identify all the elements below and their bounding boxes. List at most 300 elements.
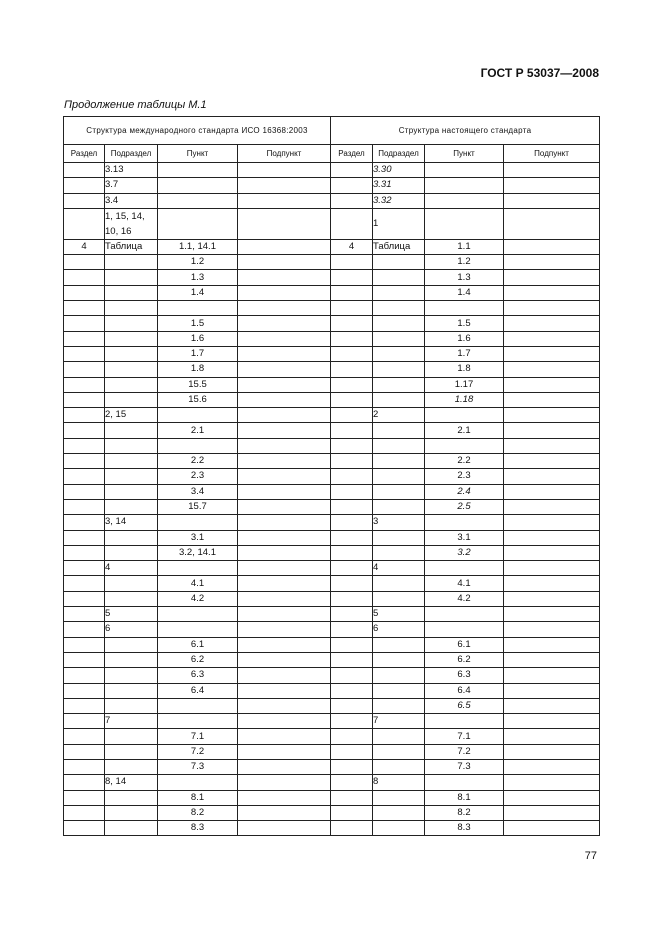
cell-subclause [504,698,600,713]
cell-clause: 2.2 [425,454,504,469]
cell-subsection: 2, 15 [105,408,158,423]
cell-section [64,285,105,300]
cell-subclause [504,607,600,622]
cell-subclause [504,714,600,729]
cell-subsection: 7 [373,714,425,729]
cell-subclause [238,561,331,576]
cell-clause [158,775,238,790]
cell-subclause [238,652,331,667]
cell-subclause [238,408,331,423]
cell-subsection [105,392,158,407]
cell-section [331,668,373,683]
cell-section [331,744,373,759]
cell-subclause [504,561,600,576]
table-row [64,438,600,453]
cell-subsection [105,821,158,836]
table-row [64,316,600,331]
cell-section [331,423,373,438]
cell-section [64,316,105,331]
cell-section [331,208,373,239]
cell-section [331,392,373,407]
cell-section [331,346,373,361]
cell-subsection [373,469,425,484]
cell-subclause [238,392,331,407]
cell-section [64,637,105,652]
cell-subsection: 2 [373,408,425,423]
cell-clause [425,775,504,790]
cell-subclause [504,331,600,346]
cell-subclause [238,331,331,346]
cell-section [331,591,373,606]
cell-subsection [105,668,158,683]
cell-clause: 6.4 [425,683,504,698]
cell-clause [158,561,238,576]
table-row [64,346,600,361]
cell-subsection [105,346,158,361]
cell-subsection [373,377,425,392]
table-row [64,683,600,698]
cell-subclause [238,377,331,392]
cell-subclause [504,469,600,484]
cell-section [331,469,373,484]
table-row [64,561,600,576]
cell-section [64,652,105,667]
cell-subsection [105,331,158,346]
cell-subsection: 3.32 [373,193,425,208]
group-header-national: Структура настоящего стандарта [331,117,600,145]
cell-subsection: Таблица [105,239,158,254]
cell-clause: 2.1 [425,423,504,438]
cell-subsection: 3.30 [373,163,425,178]
cell-clause: 1.18 [425,392,504,407]
cell-section [331,561,373,576]
cell-subsection [105,683,158,698]
cell-subclause [238,270,331,285]
cell-section [64,454,105,469]
cell-subclause [238,208,331,239]
cell-section [331,499,373,514]
cell-subsection [105,591,158,606]
table-row [64,668,600,683]
cell-subsection: 7 [105,714,158,729]
cell-subsection: 3.13 [105,163,158,178]
cell-subclause [504,193,600,208]
cell-subclause [504,163,600,178]
cell-subsection [105,790,158,805]
table-row [64,622,600,637]
table-row [64,805,600,820]
cell-subsection [105,637,158,652]
cell-subclause [238,346,331,361]
cell-clause [425,714,504,729]
cell-section [64,622,105,637]
cell-section [64,331,105,346]
cell-clause [158,515,238,530]
cell-subsection [373,499,425,514]
table-row [64,301,600,316]
cell-subsection [105,698,158,713]
cell-subsection [373,637,425,652]
cell-subsection [373,698,425,713]
cell-subsection [105,362,158,377]
cell-subsection [105,301,158,316]
cell-subclause [238,775,331,790]
cell-section [64,545,105,560]
cell-subsection: 5 [105,607,158,622]
cell-clause: 6.3 [158,668,238,683]
cell-subsection [373,316,425,331]
cell-subclause [504,484,600,499]
table-body [64,163,600,836]
cell-section [64,193,105,208]
cell-subclause [504,515,600,530]
cell-section [64,301,105,316]
cell-section [331,270,373,285]
cell-subsection [373,454,425,469]
cell-subsection [373,438,425,453]
cell-section [64,346,105,361]
cell-subsection [105,377,158,392]
cell-subsection [373,285,425,300]
cell-subclause [504,362,600,377]
cell-subclause [504,576,600,591]
cell-clause: 15.5 [158,377,238,392]
cell-clause: 6.4 [158,683,238,698]
cell-clause: 6.1 [425,637,504,652]
cell-clause [425,178,504,193]
cell-subclause [238,790,331,805]
cell-subsection [373,530,425,545]
cell-clause: 1.1 [425,239,504,254]
cell-subclause [504,821,600,836]
cell-clause: 6.3 [425,668,504,683]
cell-subsection [105,499,158,514]
cell-section [331,652,373,667]
cell-section [64,270,105,285]
cell-subsection [373,759,425,774]
table-row [64,239,600,254]
cell-section [331,285,373,300]
cell-subclause [238,454,331,469]
cell-section [331,714,373,729]
cell-subclause [238,499,331,514]
cell-subclause [238,607,331,622]
cell-subclause [504,255,600,270]
cell-section [64,408,105,423]
cell-subsection [373,270,425,285]
cell-subsection [105,744,158,759]
cell-section [64,178,105,193]
cell-subsection [105,530,158,545]
correspondence-table [63,116,600,836]
cell-subsection: 3.4 [105,193,158,208]
cell-clause: 1.8 [425,362,504,377]
table-row [64,392,600,407]
cell-section [331,759,373,774]
cell-clause: 7.2 [425,744,504,759]
cell-clause: 3.2 [425,545,504,560]
cell-subclause [238,668,331,683]
cell-section [64,484,105,499]
cell-clause [158,607,238,622]
cell-clause: 7.1 [158,729,238,744]
table-row [64,591,600,606]
table-row [64,530,600,545]
cell-clause: 8.3 [425,821,504,836]
cell-subsection [373,423,425,438]
cell-subclause [238,622,331,637]
cell-subclause [504,285,600,300]
cell-subsection [373,362,425,377]
cell-clause: 8.3 [158,821,238,836]
table-row [64,454,600,469]
cell-section [64,683,105,698]
cell-section [64,744,105,759]
cell-clause: 8.1 [158,790,238,805]
cell-subsection [373,392,425,407]
table-row [64,408,600,423]
cell-subsection [373,821,425,836]
table-row [64,285,600,300]
cell-subclause [504,622,600,637]
table-row [64,515,600,530]
cell-subsection [105,438,158,453]
cell-subclause [238,530,331,545]
cell-subclause [504,392,600,407]
cell-subsection [373,790,425,805]
table-row [64,729,600,744]
cell-subsection: Таблица [373,239,425,254]
cell-clause: 3.2, 14.1 [158,545,238,560]
cell-section [64,729,105,744]
cell-section [64,163,105,178]
cell-clause: 2.3 [158,469,238,484]
cell-subclause [504,759,600,774]
cell-subsection [373,805,425,820]
table-row [64,652,600,667]
cell-section [64,469,105,484]
table-row [64,193,600,208]
cell-subclause [238,759,331,774]
cell-clause: 8.2 [158,805,238,820]
cell-clause [158,301,238,316]
table-row [64,377,600,392]
cell-subsection: 6 [373,622,425,637]
cell-clause [425,193,504,208]
cell-subsection: 3.31 [373,178,425,193]
cell-clause: 1.6 [425,331,504,346]
cell-section [64,698,105,713]
cell-subclause [504,744,600,759]
cell-clause: 8.2 [425,805,504,820]
cell-subclause [504,377,600,392]
table-row [64,270,600,285]
table-row [64,545,600,560]
cell-subclause [238,683,331,698]
col-header-subclause: Подпункт [504,145,600,163]
cell-section [64,438,105,453]
cell-subsection: 4 [105,561,158,576]
cell-clause: 4.2 [425,591,504,606]
cell-clause: 6.5 [425,698,504,713]
cell-subclause [238,438,331,453]
cell-subsection [105,423,158,438]
cell-subsection: 8 [373,775,425,790]
table-row [64,576,600,591]
cell-subclause [238,821,331,836]
cell-subsection [373,591,425,606]
cell-subclause [504,499,600,514]
cell-section [331,377,373,392]
cell-section [64,499,105,514]
cell-section [331,316,373,331]
cell-clause: 3.1 [425,530,504,545]
cell-section [64,821,105,836]
cell-clause: 7.3 [425,759,504,774]
cell-subsection [105,454,158,469]
cell-clause [158,193,238,208]
cell-clause [425,561,504,576]
cell-clause: 1.17 [425,377,504,392]
cell-subclause [238,637,331,652]
cell-subclause [504,239,600,254]
cell-clause: 2.3 [425,469,504,484]
table-row [64,163,600,178]
cell-subsection [373,545,425,560]
cell-clause: 15.7 [158,499,238,514]
cell-subsection: 6 [105,622,158,637]
cell-clause: 1.4 [158,285,238,300]
cell-subsection [373,301,425,316]
cell-section [331,530,373,545]
cell-clause [158,163,238,178]
cell-clause: 15.6 [158,392,238,407]
cell-subclause [238,576,331,591]
cell-section [331,576,373,591]
cell-subclause [238,193,331,208]
cell-subclause [238,515,331,530]
cell-subsection: 8, 14 [105,775,158,790]
cell-clause [425,208,504,239]
cell-clause [158,622,238,637]
cell-subclause [238,805,331,820]
cell-clause: 3.4 [158,484,238,499]
cell-section [64,805,105,820]
cell-subsection [105,484,158,499]
cell-subsection [373,255,425,270]
col-header-section: Раздел [64,145,105,163]
cell-subsection [373,576,425,591]
cell-subsection [105,270,158,285]
cell-subclause [238,744,331,759]
cell-clause: 1.2 [425,255,504,270]
cell-subclause [504,591,600,606]
cell-section [331,515,373,530]
cell-subclause [238,714,331,729]
cell-clause: 7.1 [425,729,504,744]
cell-subclause [504,270,600,285]
cell-clause: 3.1 [158,530,238,545]
cell-subclause [238,285,331,300]
cell-subclause [504,301,600,316]
cell-subsection [105,255,158,270]
cell-section [331,484,373,499]
cell-section [331,729,373,744]
col-header-clause: Пункт [425,145,504,163]
cell-clause [158,438,238,453]
cell-clause [158,698,238,713]
cell-clause: 4.1 [158,576,238,591]
cell-subsection [105,729,158,744]
cell-subclause [238,163,331,178]
cell-section [331,790,373,805]
cell-section [331,821,373,836]
cell-clause: 6.1 [158,637,238,652]
cell-subsection [105,576,158,591]
cell-section [331,301,373,316]
cell-subclause [504,775,600,790]
cell-subclause [504,545,600,560]
cell-subclause [504,454,600,469]
cell-section [64,714,105,729]
cell-subclause [504,208,600,239]
cell-subsection [105,545,158,560]
table-row [64,759,600,774]
cell-clause: 1.3 [425,270,504,285]
cell-section [64,515,105,530]
cell-clause [425,622,504,637]
cell-subsection [373,744,425,759]
cell-section [331,775,373,790]
cell-subclause [238,239,331,254]
cell-section [331,683,373,698]
cell-section [64,561,105,576]
cell-section [64,607,105,622]
cell-clause: 8.1 [425,790,504,805]
cell-subclause [238,469,331,484]
cell-section [331,637,373,652]
cell-section [64,591,105,606]
cell-subclause [238,316,331,331]
cell-subclause [238,255,331,270]
table-row [64,821,600,836]
cell-subclause [504,530,600,545]
table-row [64,423,600,438]
cell-subsection [105,805,158,820]
cell-clause: 7.2 [158,744,238,759]
table-row [64,714,600,729]
cell-section [64,790,105,805]
table-row [64,775,600,790]
cell-subclause [238,591,331,606]
cell-subsection [373,346,425,361]
cell-subclause [504,346,600,361]
cell-clause: 1.1, 14.1 [158,239,238,254]
cell-section [64,255,105,270]
cell-clause: 2.5 [425,499,504,514]
cell-clause: 2.2 [158,454,238,469]
cell-clause: 6.2 [158,652,238,667]
cell-clause: 4.2 [158,591,238,606]
cell-section: 4 [331,239,373,254]
cell-clause [425,607,504,622]
cell-subsection [373,729,425,744]
cell-subclause [504,637,600,652]
cell-subclause [238,423,331,438]
table-row [64,637,600,652]
table-caption: Продолжение таблицы М.1 [64,99,207,111]
cell-subclause [238,545,331,560]
